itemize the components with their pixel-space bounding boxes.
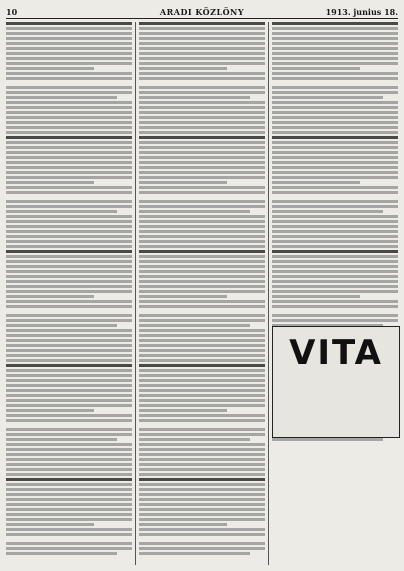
text-line: [6, 275, 132, 278]
text-line: [139, 191, 265, 194]
text-line: [139, 171, 265, 174]
text-line: [6, 116, 132, 119]
text-line: [6, 443, 132, 446]
newspaper-title: ARADI KÖZLÖNY: [159, 7, 245, 17]
text-line: [139, 215, 265, 218]
text-line: [272, 225, 398, 228]
text-line: [6, 513, 132, 516]
text-line: [139, 513, 265, 516]
text-line: [6, 488, 132, 491]
text-line: [139, 468, 265, 471]
text-line: [6, 265, 132, 268]
text-line: [6, 96, 117, 99]
text-line: [6, 285, 132, 288]
text-line: [6, 314, 132, 317]
text-line: [6, 42, 132, 45]
text-line: [139, 265, 265, 268]
article-heading-line: [139, 22, 265, 25]
text-line: [272, 32, 398, 35]
text-line: [272, 52, 398, 55]
text-line: [6, 473, 132, 476]
text-line: [139, 433, 265, 436]
text-line: [272, 220, 398, 223]
text-line: [6, 37, 132, 40]
text-line: [139, 354, 265, 357]
text-line: [6, 419, 132, 422]
text-line: [6, 508, 132, 511]
text-line: [139, 394, 265, 397]
text-line: [6, 468, 132, 471]
text-line: [272, 131, 398, 134]
text-line: [6, 448, 132, 451]
text-line: [139, 384, 265, 387]
text-line: [6, 161, 132, 164]
text-line: [6, 77, 132, 80]
text-line: [6, 200, 132, 203]
text-line: [272, 300, 398, 303]
text-line: [139, 240, 265, 243]
text-line: [139, 369, 265, 372]
text-line: [6, 62, 132, 65]
text-line: [272, 106, 398, 109]
text-line: [139, 126, 265, 129]
text-line: [139, 111, 265, 114]
text-line: [272, 146, 398, 149]
text-line: [272, 101, 398, 104]
text-line: [6, 528, 132, 531]
text-line: [272, 285, 398, 288]
text-line: [6, 106, 132, 109]
masthead: [6, 6, 398, 19]
text-line: [139, 438, 250, 441]
text-line: [139, 448, 265, 451]
text-line: [139, 503, 265, 506]
text-line: [6, 86, 132, 89]
text-line: [139, 334, 265, 337]
text-line: [6, 295, 94, 298]
text-line: [139, 523, 227, 526]
text-line: [6, 32, 132, 35]
text-line: [6, 126, 132, 129]
text-line: [272, 260, 398, 263]
text-line: [272, 200, 398, 203]
text-line: [6, 91, 132, 94]
text-line: [139, 453, 265, 456]
text-line: [6, 518, 132, 521]
text-line: [272, 295, 360, 298]
text-line: [272, 37, 398, 40]
text-line: [6, 324, 117, 327]
text-line: [6, 523, 94, 526]
text-line: [272, 126, 398, 129]
text-line: [139, 86, 265, 89]
text-line: [139, 181, 227, 184]
text-line: [139, 399, 265, 402]
article-heading-line: [139, 478, 265, 481]
advertisement: [272, 326, 400, 438]
text-line: [139, 389, 265, 392]
text-line: [139, 230, 265, 233]
text-line: [6, 404, 132, 407]
text-line: [139, 146, 265, 149]
text-line: [6, 210, 117, 213]
text-line: [272, 280, 398, 283]
text-line: [6, 384, 132, 387]
text-line: [139, 463, 265, 466]
text-line: [272, 205, 398, 208]
text-line: [6, 409, 94, 412]
text-line: [139, 285, 265, 288]
text-line: [6, 280, 132, 283]
text-line: [272, 235, 398, 238]
column-rule: [135, 22, 136, 565]
text-line: [6, 121, 132, 124]
text-line: [6, 186, 132, 189]
text-line: [139, 67, 227, 70]
text-line: [272, 141, 398, 144]
text-line: [139, 483, 265, 486]
text-line: [6, 225, 132, 228]
text-line: [139, 428, 265, 431]
text-line: [272, 314, 398, 317]
article-heading-line: [6, 478, 132, 481]
text-line: [139, 37, 265, 40]
text-line: [272, 96, 383, 99]
article-heading-line: [6, 250, 132, 253]
text-line: [139, 77, 265, 80]
text-line: [272, 77, 398, 80]
text-line: [6, 483, 132, 486]
text-line: [6, 240, 132, 243]
text-line: [272, 186, 398, 189]
text-line: [6, 57, 132, 60]
text-line: [139, 508, 265, 511]
article-heading-line: [272, 136, 398, 139]
text-line: [139, 290, 265, 293]
text-line: [272, 161, 398, 164]
text-line: [139, 205, 265, 208]
text-line: [272, 255, 398, 258]
text-line: [6, 463, 132, 466]
text-line: [6, 72, 132, 75]
article-heading-line: [6, 136, 132, 139]
article-heading-line: [139, 250, 265, 253]
text-line: [139, 300, 265, 303]
text-line: [139, 47, 265, 50]
text-line: [139, 528, 265, 531]
text-line: [6, 547, 132, 550]
text-line: [272, 111, 398, 114]
text-line: [6, 67, 94, 70]
text-line: [6, 245, 132, 248]
text-line: [6, 27, 132, 30]
text-line: [6, 339, 132, 342]
text-line: [6, 389, 132, 392]
text-line: [6, 255, 132, 258]
text-line: [139, 225, 265, 228]
text-line: [139, 161, 265, 164]
text-line: [272, 121, 398, 124]
text-line: [6, 220, 132, 223]
ad-brand: VITA: [289, 333, 383, 373]
text-line: [139, 255, 265, 258]
text-line: [6, 146, 132, 149]
text-line: [272, 265, 398, 268]
text-line: [139, 414, 265, 417]
text-line: [139, 220, 265, 223]
text-line: [139, 91, 265, 94]
text-line: [272, 176, 398, 179]
text-line: [272, 151, 398, 154]
text-line: [139, 275, 265, 278]
text-line: [139, 498, 265, 501]
text-column-middle: [139, 22, 265, 565]
text-line: [139, 305, 265, 308]
text-line: [6, 542, 132, 545]
text-line: [139, 62, 265, 65]
text-line: [139, 314, 265, 317]
text-line: [139, 473, 265, 476]
text-line: [6, 329, 132, 332]
text-line: [6, 300, 132, 303]
text-line: [272, 86, 398, 89]
text-line: [272, 215, 398, 218]
text-line: [6, 176, 132, 179]
text-line: [6, 438, 117, 441]
text-line: [6, 131, 132, 134]
article-heading-line: [272, 22, 398, 25]
text-column-left: [6, 22, 132, 565]
text-line: [272, 191, 398, 194]
text-line: [139, 200, 265, 203]
text-line: [139, 116, 265, 119]
text-line: [139, 151, 265, 154]
text-line: [6, 349, 132, 352]
text-line: [139, 210, 250, 213]
text-line: [139, 295, 227, 298]
text-line: [139, 27, 265, 30]
text-line: [6, 52, 132, 55]
text-line: [6, 359, 132, 362]
text-line: [139, 186, 265, 189]
text-line: [272, 171, 398, 174]
text-line: [272, 305, 398, 308]
text-line: [139, 458, 265, 461]
text-line: [272, 240, 398, 243]
text-line: [139, 156, 265, 159]
text-line: [6, 394, 132, 397]
text-line: [6, 270, 132, 273]
article-heading-line: [272, 250, 398, 253]
text-line: [6, 414, 132, 417]
page-number: 10: [6, 7, 18, 17]
text-line: [272, 67, 360, 70]
text-line: [6, 290, 132, 293]
text-line: [139, 409, 227, 412]
text-line: [272, 230, 398, 233]
text-line: [272, 245, 398, 248]
text-line: [272, 91, 398, 94]
text-line: [6, 453, 132, 456]
text-line: [6, 552, 117, 555]
text-line: [6, 399, 132, 402]
text-line: [139, 324, 250, 327]
text-line: [139, 443, 265, 446]
text-line: [139, 280, 265, 283]
text-line: [272, 166, 398, 169]
text-line: [272, 290, 398, 293]
text-line: [272, 47, 398, 50]
text-line: [139, 42, 265, 45]
text-line: [272, 156, 398, 159]
text-line: [139, 270, 265, 273]
text-line: [139, 329, 265, 332]
text-line: [6, 235, 132, 238]
text-line: [272, 42, 398, 45]
text-line: [272, 275, 398, 278]
text-line: [139, 404, 265, 407]
issue-date: 1913. junius 18.: [325, 7, 398, 17]
text-line: [272, 210, 383, 213]
text-line: [139, 32, 265, 35]
text-line: [6, 47, 132, 50]
article-heading-line: [139, 136, 265, 139]
text-line: [139, 260, 265, 263]
text-line: [139, 488, 265, 491]
text-line: [272, 181, 360, 184]
text-line: [139, 106, 265, 109]
text-line: [139, 419, 265, 422]
text-line: [6, 319, 132, 322]
article-heading-line: [6, 22, 132, 25]
text-line: [139, 379, 265, 382]
text-line: [272, 116, 398, 119]
text-line: [139, 552, 250, 555]
text-line: [6, 171, 132, 174]
text-line: [139, 359, 265, 362]
text-column-right: [272, 22, 398, 565]
text-line: [139, 245, 265, 248]
text-line: [139, 72, 265, 75]
text-line: [272, 72, 398, 75]
text-line: [6, 354, 132, 357]
text-line: [6, 498, 132, 501]
text-line: [6, 205, 132, 208]
text-line: [139, 533, 265, 536]
text-line: [6, 334, 132, 337]
text-line: [139, 493, 265, 496]
text-line: [6, 503, 132, 506]
text-line: [139, 339, 265, 342]
text-line: [6, 101, 132, 104]
text-line: [6, 433, 132, 436]
text-line: [139, 235, 265, 238]
text-line: [139, 176, 265, 179]
text-line: [139, 141, 265, 144]
text-line: [6, 305, 132, 308]
text-line: [139, 319, 265, 322]
text-line: [6, 533, 132, 536]
text-line: [139, 547, 265, 550]
text-line: [6, 428, 132, 431]
text-line: [139, 344, 265, 347]
text-line: [6, 151, 132, 154]
text-line: [272, 270, 398, 273]
text-line: [6, 181, 94, 184]
text-line: [6, 141, 132, 144]
text-line: [6, 215, 132, 218]
text-line: [6, 191, 132, 194]
text-line: [139, 52, 265, 55]
article-heading-line: [6, 364, 132, 367]
text-line: [6, 344, 132, 347]
text-line: [139, 374, 265, 377]
text-line: [139, 349, 265, 352]
text-line: [139, 518, 265, 521]
text-line: [139, 131, 265, 134]
text-line: [6, 493, 132, 496]
text-line: [6, 369, 132, 372]
text-line: [6, 111, 132, 114]
text-line: [139, 121, 265, 124]
text-line: [272, 438, 383, 441]
text-line: [6, 166, 132, 169]
text-line: [272, 57, 398, 60]
text-line: [6, 260, 132, 263]
text-line: [6, 230, 132, 233]
text-line: [139, 101, 265, 104]
text-line: [6, 156, 132, 159]
article-heading-line: [139, 364, 265, 367]
text-line: [6, 458, 132, 461]
column-rule: [268, 22, 269, 565]
text-line: [6, 379, 132, 382]
text-line: [139, 57, 265, 60]
text-line: [139, 542, 265, 545]
text-line: [272, 319, 398, 322]
text-line: [272, 27, 398, 30]
text-line: [139, 166, 265, 169]
text-line: [6, 374, 132, 377]
text-line: [272, 62, 398, 65]
text-line: [139, 96, 250, 99]
